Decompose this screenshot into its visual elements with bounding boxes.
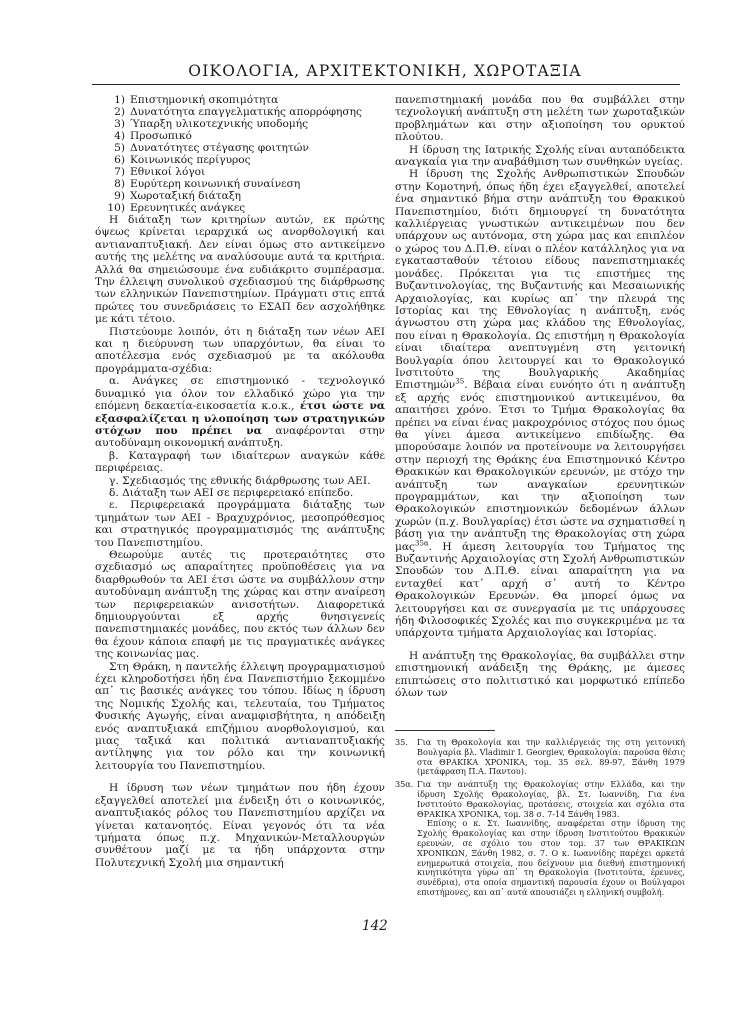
paragraph: Θεωρούμε αυτές τις προτεραιότητες στο σχεδιασμό ως απαραίτητες προϋποθέσεις για να διαρθρωθούν τα ΑΕΙ έτσι ώστε να συμβάλλουν στην αυτοδύναμη ανάπτυξη της χώρας και στην αναίρεση των περιφερειακών ανισοτήτων. Διαφορετικά δημιουργούνται εξ αρχής θνησιγενείς πανεπιστημιακές μονάδες, που εκτός των άλλων δεν θα έχουν κάποια επαφή με τις πραγματικές ανάγκες της κοινωνίας μας. <box>95 548 385 661</box>
paragraph: β. Καταγραφή των ιδιαίτερων αναγκών κάθε περιφέρειας. <box>95 449 385 475</box>
list-item: 9) Χωροταξική διάταξη <box>114 190 242 202</box>
paragraph: πανεπιστημιακή μονάδα που θα συμβάλλει στην τεχνολογική ανάπτυξη στη μελέτη των χωροταξικών προβλημάτων και στην αξιοποίηση του ορυκτού πλούτου. <box>395 94 685 144</box>
paragraph: Στη Θράκη, η παντελής έλλειψη προγραμματισμού έχει κληροδοτήσει ήδη ένα Πανεπιστήμιο ξεκομμένο απ᾽ τις βασικές ανάγκες του τόπου. Ιδίως η ίδρυση της Νομικής Σχολής και, τελευταία, του Τμήματος Φυσικής Αγωγής, είναι αναμφισβήτητα, η απόδειξη ενός αναπτυξιακά επιζήμιου ανορθολογισμού, και μιας ταξικά και πολιτικά αντιαναπτυξιακής αντίληψης για τον ρόλο και την κοινωνική λειτουργία του Πανεπιστημίου. <box>95 660 385 772</box>
paragraph: δ. Διάταξη των ΑΕΙ σε περιφερειακό επίπεδο. <box>109 486 354 499</box>
list-item: 4) Προσωπικό <box>114 130 192 142</box>
list-item: 8) Ευρύτερη κοινωνική συναίνεση <box>114 178 301 190</box>
list-item: 10) Ερευνητικές ανάγκες <box>107 202 246 214</box>
left-column <box>95 94 385 869</box>
list-item: 2) Δυνατότητα επαγγελματικής απορρόφησης <box>114 106 362 118</box>
paragraph: ε. Περιφερειακά προγράμματα διάταξης των τμημάτων των ΑΕΙ - Βραχυχρόνιος, μεσοπρόθεσμος και στρατηγικός προγραμματισμός της ανάπτυξης του Πανεπιστημίου. <box>95 499 385 549</box>
bold-emphasis: έτσι ώστε να εξασφαλίζεται η υλοποίηση των στρατηγικών στόχων που πρέπει να <box>95 400 385 437</box>
list-item: 6) Κοινωνικός περίγυρος <box>114 154 251 166</box>
criteria-list <box>95 94 385 214</box>
footnotes <box>395 738 685 901</box>
list-item: 1) Επιστημονική σκοπιμότητα <box>114 94 279 106</box>
page-number: 142 <box>362 918 388 934</box>
footnote: 35α. Για την ανάπτυξη της Θρακολογίας στην Ελλάδα, και την ίδρυση Σχολής Θρακολογίας, βλ. Στ. Ιωαννίδη, Για ένα Ινστιτούτο Θρακολογίας, προτάσεις, στοιχεία και σχόλια στα ΘΡΑΚΙΚΑ ΧΡΟΝΙΚΑ, τομ. 38 σ. 7-14 Ξάνθη 1983. Επίσης ο κ. Στ. Ιωαννίδης, αναφέρεται στην ίδρυση της Σχολής Θρακολογίας και στην ίδρυση Ινστιτούτου Θρακικών ερευνών, σε σχόλιο του στον τομ. 37 των ΘΡΑΚΙΚΩΝ ΧΡΟΝΙΚΩΝ, Ξάνθη 1982, σ. 7. Ο κ. Ιωαννίδης παρέχει αρκετά ενημερωτικά στοιχεία, που δείχνουν μια διεθνή επιστημονική κινητικότητα γύρω απ᾽ τη Θρακολογία (Ινστιτούτα, έρευνες, συνέδρια), στα οποία σημαντική παρουσία έχουν οι Βούλγαροι επιστήμονες, και απ᾽ αυτά απουσιάζει η ελληνική συμβολή. <box>395 779 685 897</box>
header-rule <box>92 84 680 85</box>
right-column <box>395 94 685 700</box>
footnote-rule <box>395 730 495 731</box>
footnote-ref: 35α <box>414 539 429 548</box>
paragraph: Η ίδρυση της Ιατρικής Σχολής είναι αυταπόδεικτα αναγκαία για την αναβάθμιση των συνθηκών υγείας. <box>395 143 685 169</box>
footnote: 35. Για τη Θρακολογία και την καλλιέργειάς της στη γειτονική Βουλγαρία βλ. Vladimir I. Georgiev, Θρακολογία: παρούσα θέσις στα ΘΡΑΚΙΚΑ ΧΡΟΝΙΚΑ, τομ. 35 σελ. 89-97, Ξάνθη 1979 (μετάφραση Π.Α. Παντου). <box>395 737 685 777</box>
paragraph: Η ανάπτυξη της Θρακολογίας, θα συμβάλλει στην επιστημονική ανάδειξη της Θράκης, με άμεσες επιπτώσεις στο πολιτιστικό και μορφωτικό επίπεδο όλων των <box>395 649 685 700</box>
paragraph: Πιστεύουμε λοιπόν, ότι η διάταξη των νέων ΑΕΙ και η διεύρυνση των υπαρχόντων, θα είναι το αποτέλεσμα ενός σχεδιασμού με τα ακόλουθα προγράμματα-σχέδια: <box>95 325 385 375</box>
paragraph: α. Ανάγκες σε επιστημονικό - τεχνολογικό δυναμικό για όλον τον ελλαδικό χώρο για την επόμενη δεκαετία-εικοσαετία κ.ο.κ., έτσι ώστε να εξασφαλίζεται η υλοποίηση των στρατηγικών στόχων που πρέπει να αναφέρονται στην αυτοδύναμη οικονομική ανάπτυξη. <box>95 375 385 450</box>
paragraph: Η διάταξη των κριτηρίων αυτών, εκ πρώτης όψεως κρίνεται ιεραρχικά ως ανορθολογική και αντιαναπτυξιακή. Δεν είναι όμως στο αντικείμενο αυτής της μελέτης να αναλύσουμε αυτά τα κριτήρια. Αλλά θα σημειώσουμε ένα ευδιάκριτο συμπέρασμα. Την έλλειψη συνολικού σχεδιασμού της διάρθρωσης των ελληνικών Πανεπιστημίων. Πράγματι στις επτά πρώτες του συνεδριάσεις το ΕΣΑΠ δεν ασχολήθηκε με κάτι τέτοιο. <box>95 214 385 326</box>
paragraph: γ. Σχεδιασμός της εθνικής διάρθρωσης των ΑΕΙ. <box>109 474 371 487</box>
list-item: 7) Εθνικοί λόγοι <box>114 166 206 178</box>
running-header: ΟΙΚΟΛΟΓΙΑ, ΑΡΧΙΤΕΚΤΟΝΙΚΗ, ΧΩΡΟΤΑΞΙΑ <box>188 62 582 80</box>
list-item: 5) Δυνατότητες στέγασης φοιτητών <box>114 142 309 154</box>
footnote-ref: 35 <box>455 377 465 386</box>
list-item: 3) Ύπαρξη υλικοτεχνικής υποδομής <box>114 118 309 130</box>
paragraph: Η ίδρυση της Σχολής Ανθρωπιστικών Σπουδών στην Κομοτηνή, όπως ήδη έχει εξαγγελθεί, αποτελεί ένα σημαντικό βήμα στην ανάπτυξη του Θρακικού Πανεπιστημίου, διότι δημιουργεί τη δυνατότητα καλλιέργειας γνωστικών αντικειμένων που δεν υπάρχουν ως αυτόνομα, στη χώρα μας και επιπλέον ο χώρος του Δ.Π.Θ. είναι ο πλέον κατάλληλος για να εγκατασταθούν τέτοιου είδους πανεπιστημιακές μονάδες. Πρόκειται για τις επιστήμες της Βυζαντινολογίας, της Βυζαντινής και Μεσαιωνικής Αρχαιολογίας, και κυρίως απ᾽ την πλευρά της Ιστορίας και της Εθνολογίας η ανάπτυξη, ενός άγνωστου στη χώρα μας κλάδου της Εθνολογίας, που είναι η Θρακολογία. Ως επιστήμη η Θρακολογία είναι ιδιαίτερα ανεπτυγμένη στη γειτονική Βουλγαρία όπου λειτουργεί και το Θρακολογικό Ινστιτούτο της Βουλγαρικής Ακαδημίας Επιστημών$^{35}$. Βέβαια είναι ευνόητο ότι η ανάπτυξη εξ αρχής ενός επιστημονικού αντικειμένου, θα απαιτήσει χρόνο. Έτσι το Τμήμα Θρακολογίας θα πρέπει να είναι ένας μακροχρόνιος στόχος που όμως θα γίνει άμεσα αντικείμενο επιδίωξης. Θα μπορούσαμε λοιπόν να προτείνουμε να λειτουργήσει στην περιοχή της Θράκης ένα Επιστημονικό Κέντρο Θρακικών και Θρακολογικών ερευνών, με στόχο την ανάπτυξη των αναγκαίων ερευνητικών προγραμμάτων, και την αξιοποίηση των Θρακολογικών επιστημονικών δεδομένων άλλων χωρών (π.χ. Βουλγαρίας) έτσι ώστε να σχηματισθεί η βάση για την ανάπτυξη της Θρακολογίας στη χώρα μας$^{35\alpha}$. Η άμεση λειτουργία του Τμήματος της Βυζαντινής Αρχαιολογίας στη Σχολή Ανθρωπιστικών Σπουδών του Δ.Π.Θ. είναι απαραίτητη για να ενταχθεί κατ᾽ αρχή σ᾽ αυτή το Κέντρο Θρακολογικών Ερευνών. Θα μπορεί όμως να λειτουργήσει και σε συνεργασία με τις υπάρχουσες ήδη Φιλοσοφικές Σχολές και πιο συγκεκριμένα με τα υπάρχοντα τμήματα Αρχαιολογίας και Ιστορίας. <box>395 168 685 640</box>
paragraph: Η ίδρυση των νέων τμημάτων που ήδη έχουν εξαγγελθεί αποτελεί μια ένδειξη ότι ο κοινωνικός, αναπτυξιακός ρόλος του Πανεπιστημίου αρχίζει να γίνεται κατανοητός. Είναι γεγονός ότι τα νέα τμήματα όπως π.χ. Μηχανικών-Μεταλλουργών συνθέτουν μαζί με τα ήδη υπάρχοντα στην Πολυτεχνική Σχολή μια σημαντική <box>95 782 385 869</box>
